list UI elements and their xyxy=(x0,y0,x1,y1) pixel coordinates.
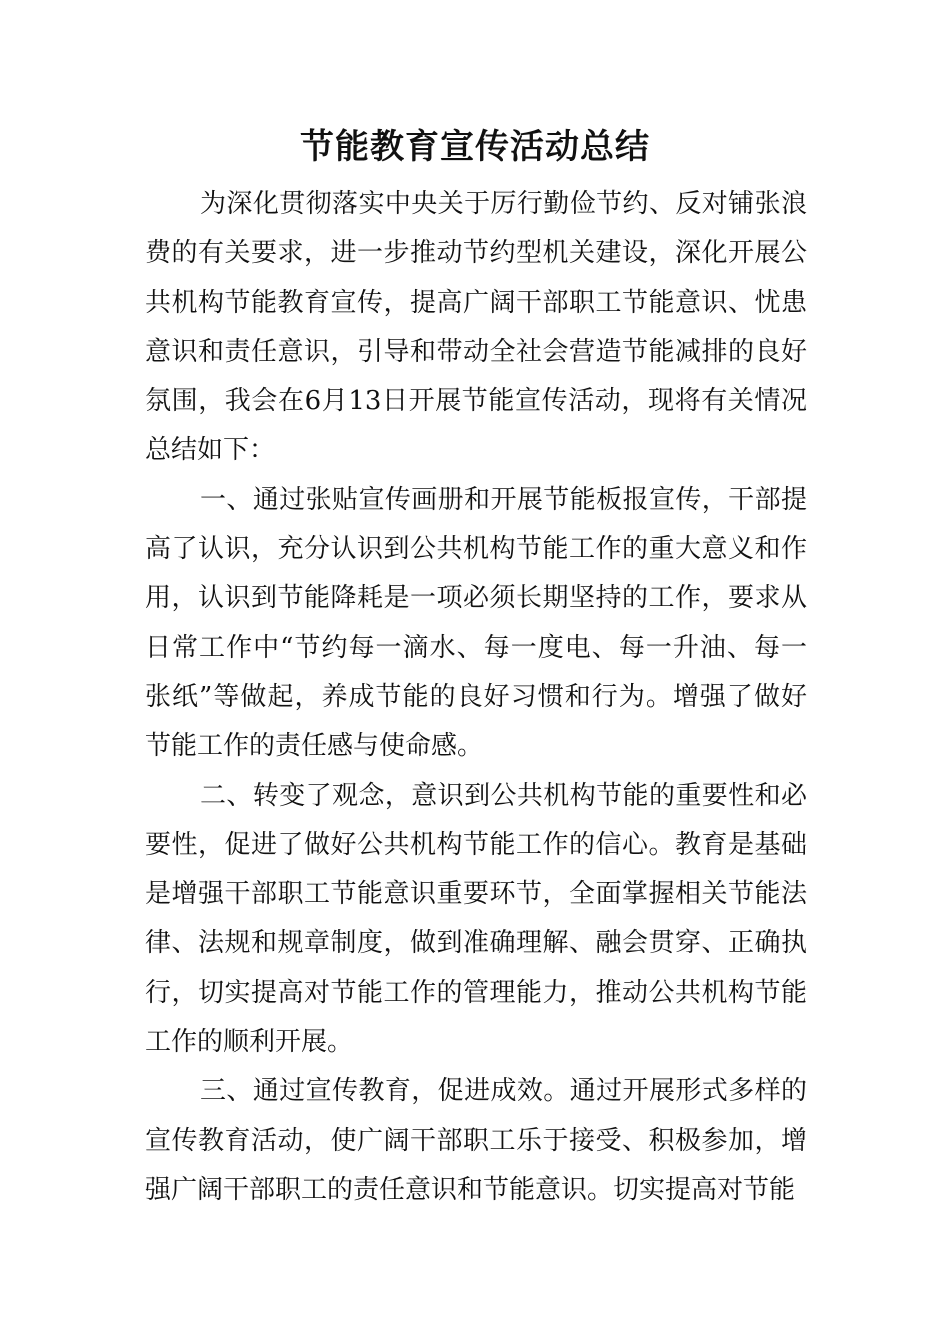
paragraph-three: 三、通过宣传教育，促进成效。通过开展形式多样的宣传教育活动，使广阔干部职工乐于接受、积极参加，增强广阔干部职工的责任意识和节能意识。切实提高对节能 xyxy=(145,1076,807,1205)
document-body xyxy=(145,180,807,1215)
paragraph-one: 一、通过张贴宣传画册和开展节能板报宣传，干部提高了认识，充分认识到公共机构节能工作的重大意义和作用，认识到节能降耗是一项必须长期坚持的工作，要求从日常工作中“节约每一滴水、每一度电、每一升油、每一张纸”等做起，养成节能的良好习惯和行为。增强了做好节能工作的责任感与使命感。 xyxy=(145,484,807,762)
paragraph-two: 二、转变了观念，意识到公共机构节能的重要性和必要性，促进了做好公共机构节能工作的信心。教育是基础是增强干部职工节能意识重要环节，全面掌握相关节能法律、法规和规章制度，做到准确理解、融会贯穿、正确执行，切实提高对节能工作的管理能力，推动公共机构节能工作的顺利开展。 xyxy=(145,780,807,1058)
paragraph-intro: 为深化贯彻落实中央关于厉行勤俭节约、反对铺张浪费的有关要求，进一步推动节约型机关建设，深化开展公共机构节能教育宣传，提高广阔干部职工节能意识、忧患意识和责任意识，引导和带动全社会营造节能减排的良好氛围，我会在6月13日开展节能宣传活动，现将有关情况总结如下： xyxy=(145,189,807,466)
document-title: 节能教育宣传活动总结 xyxy=(300,127,650,167)
